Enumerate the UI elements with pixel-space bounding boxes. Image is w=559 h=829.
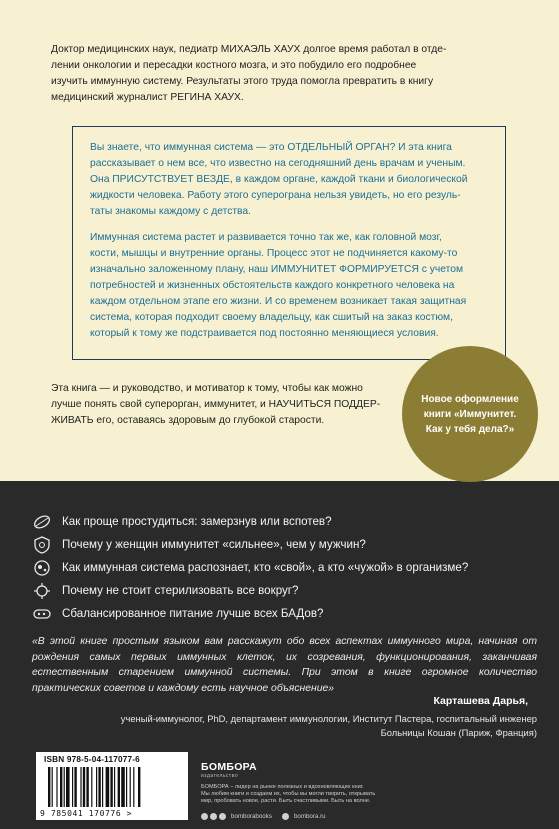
- cell-icon: [32, 559, 52, 577]
- intro-line: медицинский журналист РЕГИНА ХАУХ.: [51, 92, 244, 103]
- affiliation-line: Больницы Кошан (Париж, Франция): [380, 727, 537, 738]
- questions-list: [32, 510, 552, 625]
- description-line: потребностей и жизненных обстоятельств каждого конкретного человека на: [90, 280, 455, 291]
- description-line: изначально заложенному плану, наш ИММУНИТЕТ ФОРМИРУЕТСЯ с учетом: [90, 264, 464, 275]
- barcode-bar: [56, 767, 57, 807]
- publisher-site: bombora.ru: [293, 813, 326, 820]
- barcode-bar: [86, 767, 88, 807]
- author-intro: [51, 42, 513, 106]
- barcode-bar: [72, 767, 73, 807]
- guide-line: Эта книга — и руководство, и мотиватор к тому, чтобы как можно: [51, 383, 363, 394]
- barcode-bar: [110, 767, 112, 807]
- barcode-number: 9 785041 170776 >: [40, 809, 133, 818]
- barcode-bar: [118, 767, 120, 807]
- barcode-bar: [96, 767, 97, 807]
- barcode-bar: [52, 767, 53, 807]
- barcode-bar: [91, 767, 92, 807]
- social-icon: [219, 813, 226, 820]
- barcode-bar: [133, 767, 134, 807]
- guide-text: [51, 381, 391, 429]
- barcode-bar: [98, 767, 100, 807]
- list-item: [32, 602, 552, 625]
- description-line: который к тому же подстраивается под постоянно меняющиеся условия.: [90, 328, 439, 339]
- leaf-icon: [32, 513, 52, 531]
- barcode-bar: [64, 767, 65, 807]
- description-paragraph-1: [90, 140, 490, 220]
- question-text: Почему у женщин иммунитет «сильнее», чем у мужчин?: [62, 538, 366, 551]
- list-item: [32, 510, 552, 533]
- publisher-line: мир, пробовать новое, расти. Быть счастливыми. Быть на волне.: [201, 798, 371, 805]
- social-handle: bomborabooks: [231, 813, 272, 820]
- barcode-bar: [138, 767, 140, 807]
- description-line: система, которая подходит своему владельцу, как сшитый на заказ костюм,: [90, 312, 453, 323]
- description-text: [90, 140, 490, 342]
- social-icon: [210, 813, 217, 820]
- virus-icon: [32, 582, 52, 600]
- barcode-bar: [80, 767, 81, 807]
- description-paragraph-2: [90, 230, 490, 342]
- review-quote: «В этой книге простым языком вам расскажут обо всех аспектах иммунного мира, начиная от рождения самых первых иммунных клеток, их созревания, функционирования, заканчивая естественным старением иммунной системы. При этом в книге огромное количество практических советов и каждому есть научное объяснение»: [32, 636, 537, 694]
- publisher-line: Мы любим книги и создаем их, чтобы вы могли творить, открывать: [201, 791, 376, 798]
- intro-line: Доктор медицинских наук, педиатр МИХАЭЛЬ ХАУХ долгое время работал в отде-: [51, 44, 447, 55]
- description-line: рассказывает о нем все, что известно на сегодняшний день врачам и ученым.: [90, 158, 466, 169]
- publisher-line: БОМБОРА – лидер на рынке полезных и вдохновляющих книг.: [201, 784, 364, 790]
- publisher-socials: [201, 813, 336, 820]
- barcode-bar: [83, 767, 85, 807]
- barcode-bar: [66, 767, 70, 807]
- question-text: Сбалансированное питание лучше всех БАДов?: [62, 607, 324, 620]
- list-item: [32, 533, 552, 556]
- publisher-description: [201, 784, 523, 806]
- description-line: Вы знаете, что иммунная система — это ОТДЕЛЬНЫЙ ОРГАН? И эта книга: [90, 142, 452, 153]
- list-item: [32, 556, 552, 579]
- intro-line: лении онкологии и пересадки костного мозга, и это побудило его подробнее: [51, 60, 417, 71]
- description-line: Она ПРИСУТСТВУЕТ ВЕЗДЕ, в каждом органе, каждой ткани и биологической: [90, 174, 468, 185]
- description-line: жидкости человека. Работу этого суперограна нельзя увидеть, но его резуль-: [90, 190, 461, 201]
- guide-line: ЖИВАТЬ его, оставаясь здоровым до глубокой старости.: [51, 415, 325, 426]
- badge-text: Новое оформление книги «Иммунитет. Как у тебя дела?»: [421, 393, 519, 435]
- barcode-bar: [48, 767, 50, 807]
- affiliation-line: ученый-иммунолог, PhD, департамент иммунологии, Институт Пастера, госпитальный инженер: [120, 713, 537, 724]
- list-item: [32, 579, 552, 602]
- question-text: Почему не стоит стерилизовать все вокруг?: [62, 584, 299, 597]
- barcode-bar: [102, 767, 103, 807]
- guide-line: лучше понять свой суперорган, иммунитет, и НАУЧИТЬСЯ ПОДДЕР-: [51, 399, 381, 410]
- globe-icon: [282, 813, 289, 820]
- isbn-barcode-box: [36, 752, 188, 820]
- question-text: Как проще простудиться: замерзнув или вспотев?: [62, 515, 332, 528]
- barcode-bar: [121, 767, 125, 807]
- review-author: Карташева Дарья,: [433, 695, 528, 707]
- intro-line: изучить иммунную систему. Результаты этого труда помогла превратить в книгу: [51, 76, 434, 87]
- barcode-bar: [130, 767, 131, 807]
- review-affiliation: [56, 712, 537, 740]
- barcode-bar: [114, 767, 115, 807]
- publisher-logo: БОМБОРА: [201, 761, 257, 773]
- new-edition-badge: [402, 346, 538, 482]
- barcode: [44, 767, 180, 807]
- bacteria-icon: [32, 605, 52, 623]
- publisher-logo-sub: издательство: [201, 773, 239, 779]
- description-line: таты знакомы каждому с детства.: [90, 206, 251, 217]
- barcode-bar: [60, 767, 62, 807]
- description-line: каждом отдельном этапе его жизни. И со временем возникает такая защитная: [90, 296, 467, 307]
- barcode-bar: [106, 767, 110, 807]
- question-text: Как иммунная система распознает, кто «свой», а кто «чужой» в организме?: [62, 561, 469, 574]
- barcode-bar: [74, 767, 76, 807]
- description-line: Иммунная система растет и развивается точно так же, как головной мозг,: [90, 232, 442, 243]
- barcode-bar: [126, 767, 127, 807]
- shield-icon: [32, 536, 52, 554]
- social-icon: [201, 813, 208, 820]
- description-line: кости, мышцы и внутренние органы. Процесс этот не подчиняется какому-то: [90, 248, 458, 259]
- isbn-label: ISBN 978-5-04-117077-6: [44, 755, 140, 764]
